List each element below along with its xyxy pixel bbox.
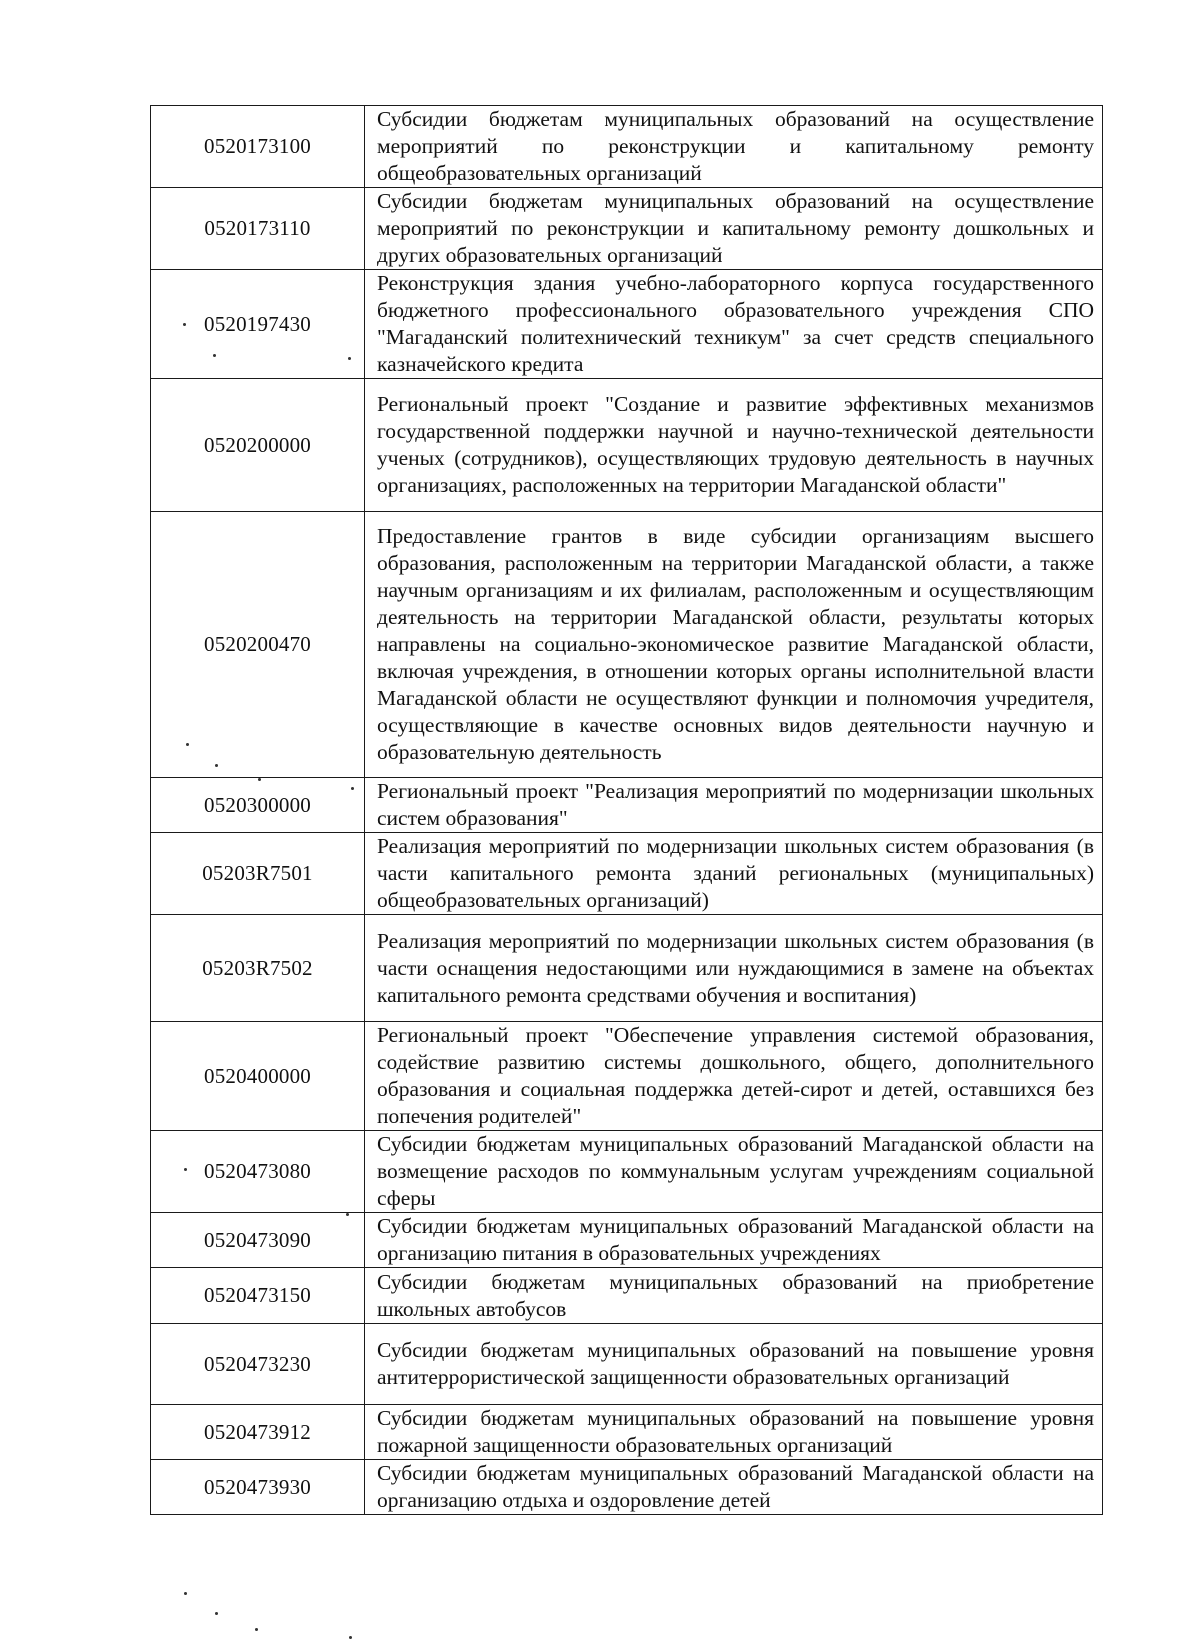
budget-code: 0520197430 [151,270,365,379]
budget-table-page [150,105,1103,1515]
expense-description: Региональный проект "Создание и развитие эффективных механизмов государственной поддержки научной и научно-технической деятельности ученых (сотрудников), осуществляющих трудовую деятельность в научных организациях, расположенных на территории Магаданской области" [365,379,1103,512]
scan-speck [186,743,189,746]
budget-code: 0520473090 [151,1213,365,1268]
table-row [151,1268,1103,1324]
expense-description: Предоставление грантов в виде субсидии организациям высшего образования, расположенным на территории Магаданской области, а также научным организациям и их филиалам, расположенным и осуществляющим деятельность на территории Магаданской области, результаты которых направлены на социально-экономическое развитие Магаданской области, включая учреждения, в отношении которых органы исполнительной власти Магаданской области не осуществляют функции и полномочия учредителя, осуществляющие в качестве основных видов деятельности научную и образовательную деятельность [365,512,1103,778]
expense-description: Субсидии бюджетам муниципальных образований на приобретение школьных автобусов [365,1268,1103,1324]
table-row [151,1324,1103,1405]
table-row [151,1022,1103,1131]
expense-description: Реализация мероприятий по модернизации школьных систем образования (в части капитального ремонта зданий региональных (муниципальных) общеобразовательных организаций) [365,833,1103,915]
budget-code: 0520473150 [151,1268,365,1324]
scan-speck [213,354,216,357]
expense-description: Субсидии бюджетам муниципальных образований на повышение уровня антитеррористической защищенности образовательных организаций [365,1324,1103,1405]
table-row [151,778,1103,833]
expense-description: Субсидии бюджетам муниципальных образований на осуществление мероприятий по реконструкции и капитальному ремонту дошкольных и других образовательных организаций [365,188,1103,270]
scan-speck [184,1592,187,1595]
budget-code: 0520173100 [151,106,365,188]
table-row [151,188,1103,270]
expense-description: Субсидии бюджетам муниципальных образований на осуществление мероприятий по реконструкции и капитальному ремонту общеобразовательных организаций [365,106,1103,188]
budget-code: 0520200470 [151,512,365,778]
expense-description: Субсидии бюджетам муниципальных образований Магаданской области на организацию отдыха и оздоровление детей [365,1460,1103,1515]
expense-description: Реконструкция здания учебно-лабораторного корпуса государственного бюджетного профессионального образовательного учреждения СПО "Магаданский политехнический техникум" за счет средств специального казначейского кредита [365,270,1103,379]
scan-speck [349,1636,352,1639]
expense-description: Региональный проект "Обеспечение управления системой образования, содействие развитию системы дошкольного, общего, дополнительного образования и социальная поддержка детей-сирот и детей, оставшихся без попечения родителей" [365,1022,1103,1131]
table-row [151,270,1103,379]
budget-code: 0520300000 [151,778,365,833]
expense-description: Региональный проект "Реализация мероприятий по модернизации школьных систем образования" [365,778,1103,833]
budget-code: 0520473912 [151,1405,365,1460]
table-row [151,1460,1103,1515]
budget-code: 0520473230 [151,1324,365,1405]
budget-code: 0520400000 [151,1022,365,1131]
expense-description: Реализация мероприятий по модернизации школьных систем образования (в части оснащения недостающими или нуждающимися в замене на объектах капитального ремонта средствами обучения и воспитания) [365,915,1103,1022]
scan-speck [351,787,354,790]
scan-speck [255,1628,258,1631]
table-row [151,833,1103,915]
scan-speck [184,1168,187,1171]
expense-description: Субсидии бюджетам муниципальных образований Магаданской области на возмещение расходов по коммунальным услугам учреждениям социальной сферы [365,1131,1103,1213]
budget-code: 0520473080 [151,1131,365,1213]
table-row [151,915,1103,1022]
budget-classification-table [150,105,1103,1515]
table-row [151,512,1103,778]
expense-description: Субсидии бюджетам муниципальных образований на повышение уровня пожарной защищенности образовательных организаций [365,1405,1103,1460]
budget-code: 0520173110 [151,188,365,270]
scan-speck [348,357,351,360]
expense-description: Субсидии бюджетам муниципальных образований Магаданской области на организацию питания в образовательных учреждениях [365,1213,1103,1268]
table-row [151,1131,1103,1213]
table-row [151,379,1103,512]
scan-speck [346,1213,349,1216]
budget-code: 0520200000 [151,379,365,512]
budget-code: 0520473930 [151,1460,365,1515]
scan-speck [258,778,261,781]
budget-code: 05203R7502 [151,915,365,1022]
scan-speck [215,1612,218,1615]
scan-speck [215,764,218,767]
table-row [151,106,1103,188]
budget-code: 05203R7501 [151,833,365,915]
table-row [151,1405,1103,1460]
table-row [151,1213,1103,1268]
scan-speck [183,323,186,326]
